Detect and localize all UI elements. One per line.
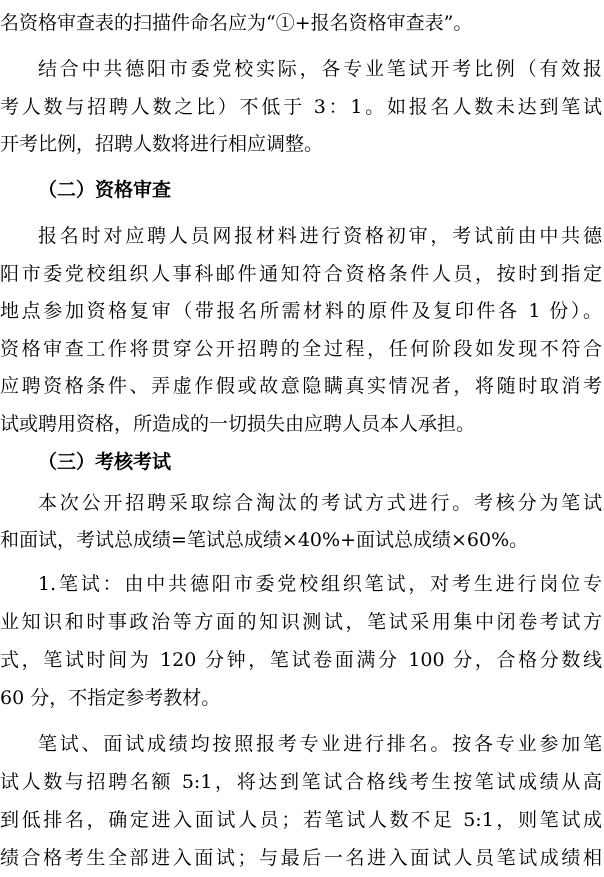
paragraph-line: 笔试、面试成绩均按照报考专业进行排名。按各专业参加笔 xyxy=(38,733,602,755)
paragraph-line: 试人数与招聘名额 5:1，将达到笔试合格线考生按笔试成绩从高 xyxy=(0,771,602,793)
section-heading: （三）考核考试 xyxy=(38,451,172,473)
paragraph-line: 名资格审查表的扫描件命名应为“①+报名资格审查表”。 xyxy=(0,12,473,34)
paragraph-line: 资格审查工作将贯穿公开招聘的全过程，任何阶段如发现不符合 xyxy=(0,338,602,360)
paragraph-line: 1.笔试：由中共德阳市委党校组织笔试，对考生进行岗位专 xyxy=(38,573,602,595)
paragraph-line: 式，笔试时间为 120 分钟，笔试卷面满分 100 分，合格分数线 xyxy=(0,649,602,671)
paragraph-line: 地点参加资格复审（带报名所需材料的原件及复印件各 1 份）。 xyxy=(0,300,602,322)
paragraph-line: 和面试，考试总成绩=笔试总成绩×40%+面试总成绩×60%。 xyxy=(0,529,529,551)
paragraph-line: 到低排名，确定进入面试人员；若笔试人数不足 5:1，则笔试成 xyxy=(0,809,602,831)
section-heading: （二）资格审查 xyxy=(38,179,172,201)
paragraph-line: 绩合格考生全部进入面试；与最后一名进入面试人员笔试成绩相 xyxy=(0,847,602,869)
paragraph-line: 本次公开招聘采取综合淘汰的考试方式进行。考核分为笔试 xyxy=(38,492,602,514)
paragraph-line: 60 分，不指定参考教材。 xyxy=(0,687,221,709)
paragraph-line: 报名时对应聘人员网报材料进行资格初审，考试前由中共德 xyxy=(38,225,602,247)
paragraph-line: 阳市委党校组织人事科邮件通知符合资格条件人员，按时到指定 xyxy=(0,263,602,285)
paragraph-line: 业知识和时事政治等方面的知识测试，笔试采用集中闭卷考试方 xyxy=(0,611,602,633)
paragraph-line: 应聘资格条件、弄虚作假或故意隐瞒真实情况者，将随时取消考 xyxy=(0,375,602,397)
paragraph-line: 试或聘用资格，所造成的一切损失由应聘人员本人承担。 xyxy=(0,413,476,435)
paragraph-line: 结合中共德阳市委党校实际，各专业笔试开考比例（有效报 xyxy=(38,58,602,80)
paragraph-line: 开考比例，招聘人数将进行相应调整。 xyxy=(0,133,324,155)
paragraph-line: 考人数与招聘人数之比）不低于 3：1。如报名人数未达到笔试 xyxy=(0,96,602,118)
